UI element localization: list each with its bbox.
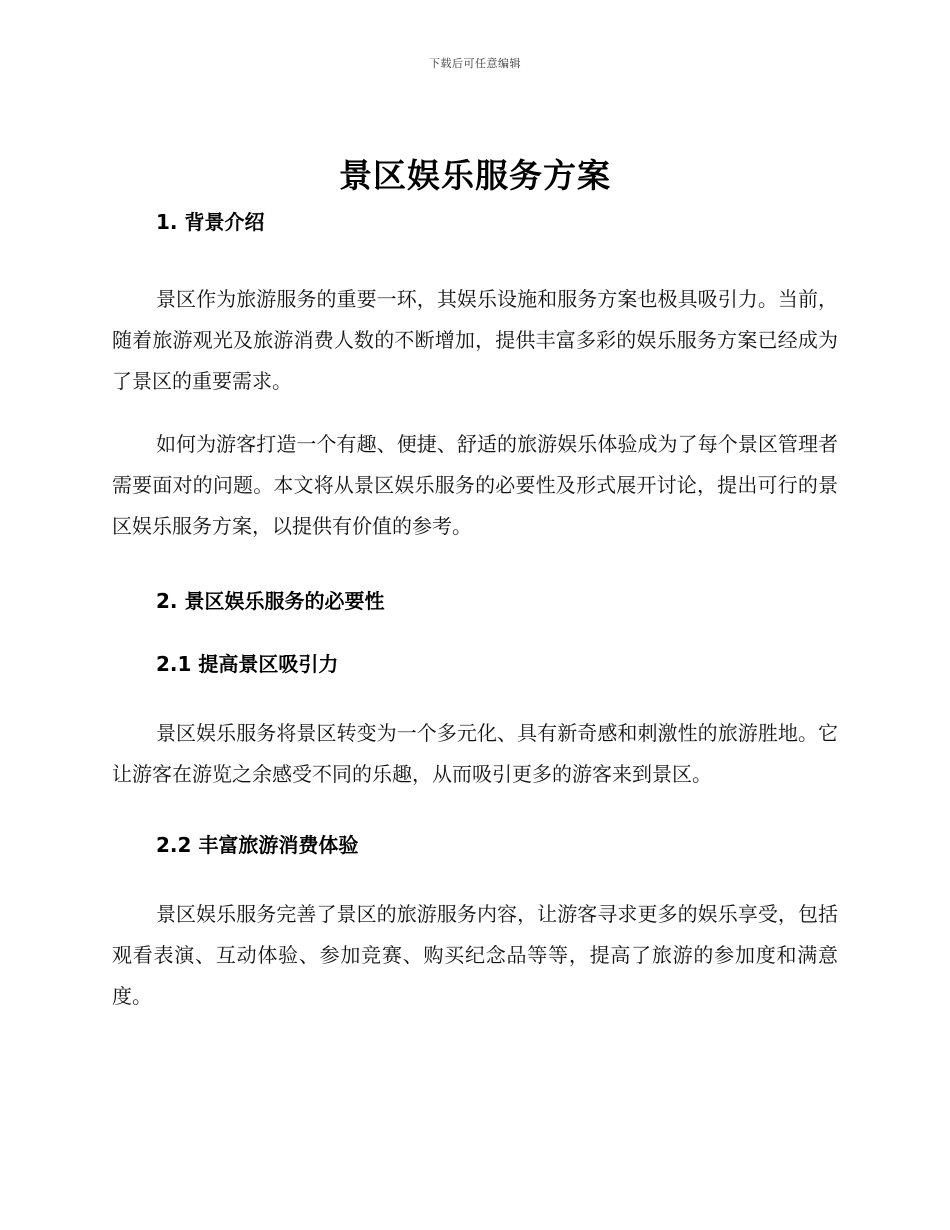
header-note: 下载后可任意编辑 [429,57,521,70]
paragraph-background-2: 如何为游客打造一个有趣、便捷、舒适的旅游娱乐体验成为了每个景区管理者需要面对的问题。本文将从景区娱乐服务的必要性及形式展开讨论，提出可行的景区娱乐服务方案，以提供有价值的参考。 [112,432,838,538]
document-body [112,206,838,1017]
paragraph-attraction: 景区娱乐服务将景区转变为一个多元化、具有新奇感和刺激性的旅游胜地。它让游客在游览之余感受不同的乐趣，从而吸引更多的游客来到景区。 [112,721,838,786]
page-title: 景区娱乐服务方案 [339,156,611,195]
section-heading-background: 1. 背景介绍 [156,210,265,234]
paragraph-experience: 景区娱乐服务完善了景区的旅游服务内容，让游客寻求更多的娱乐享受，包括观看表演、互动体验、参加竞赛、购买纪念品等等，提高了旅游的参加度和满意度。 [112,902,838,1008]
subsection-heading-experience: 2.2 丰富旅游消费体验 [156,833,359,857]
subsection-heading-attraction: 2.1 提高景区吸引力 [156,652,339,676]
section-heading-necessity: 2. 景区娱乐服务的必要性 [156,589,385,613]
paragraph-background-1: 景区作为旅游服务的重要一环，其娱乐设施和服务方案也极具吸引力。当前，随着旅游观光及旅游消费人数的不断增加，提供丰富多彩的娱乐服务方案已经成为了景区的重要需求。 [112,287,838,393]
